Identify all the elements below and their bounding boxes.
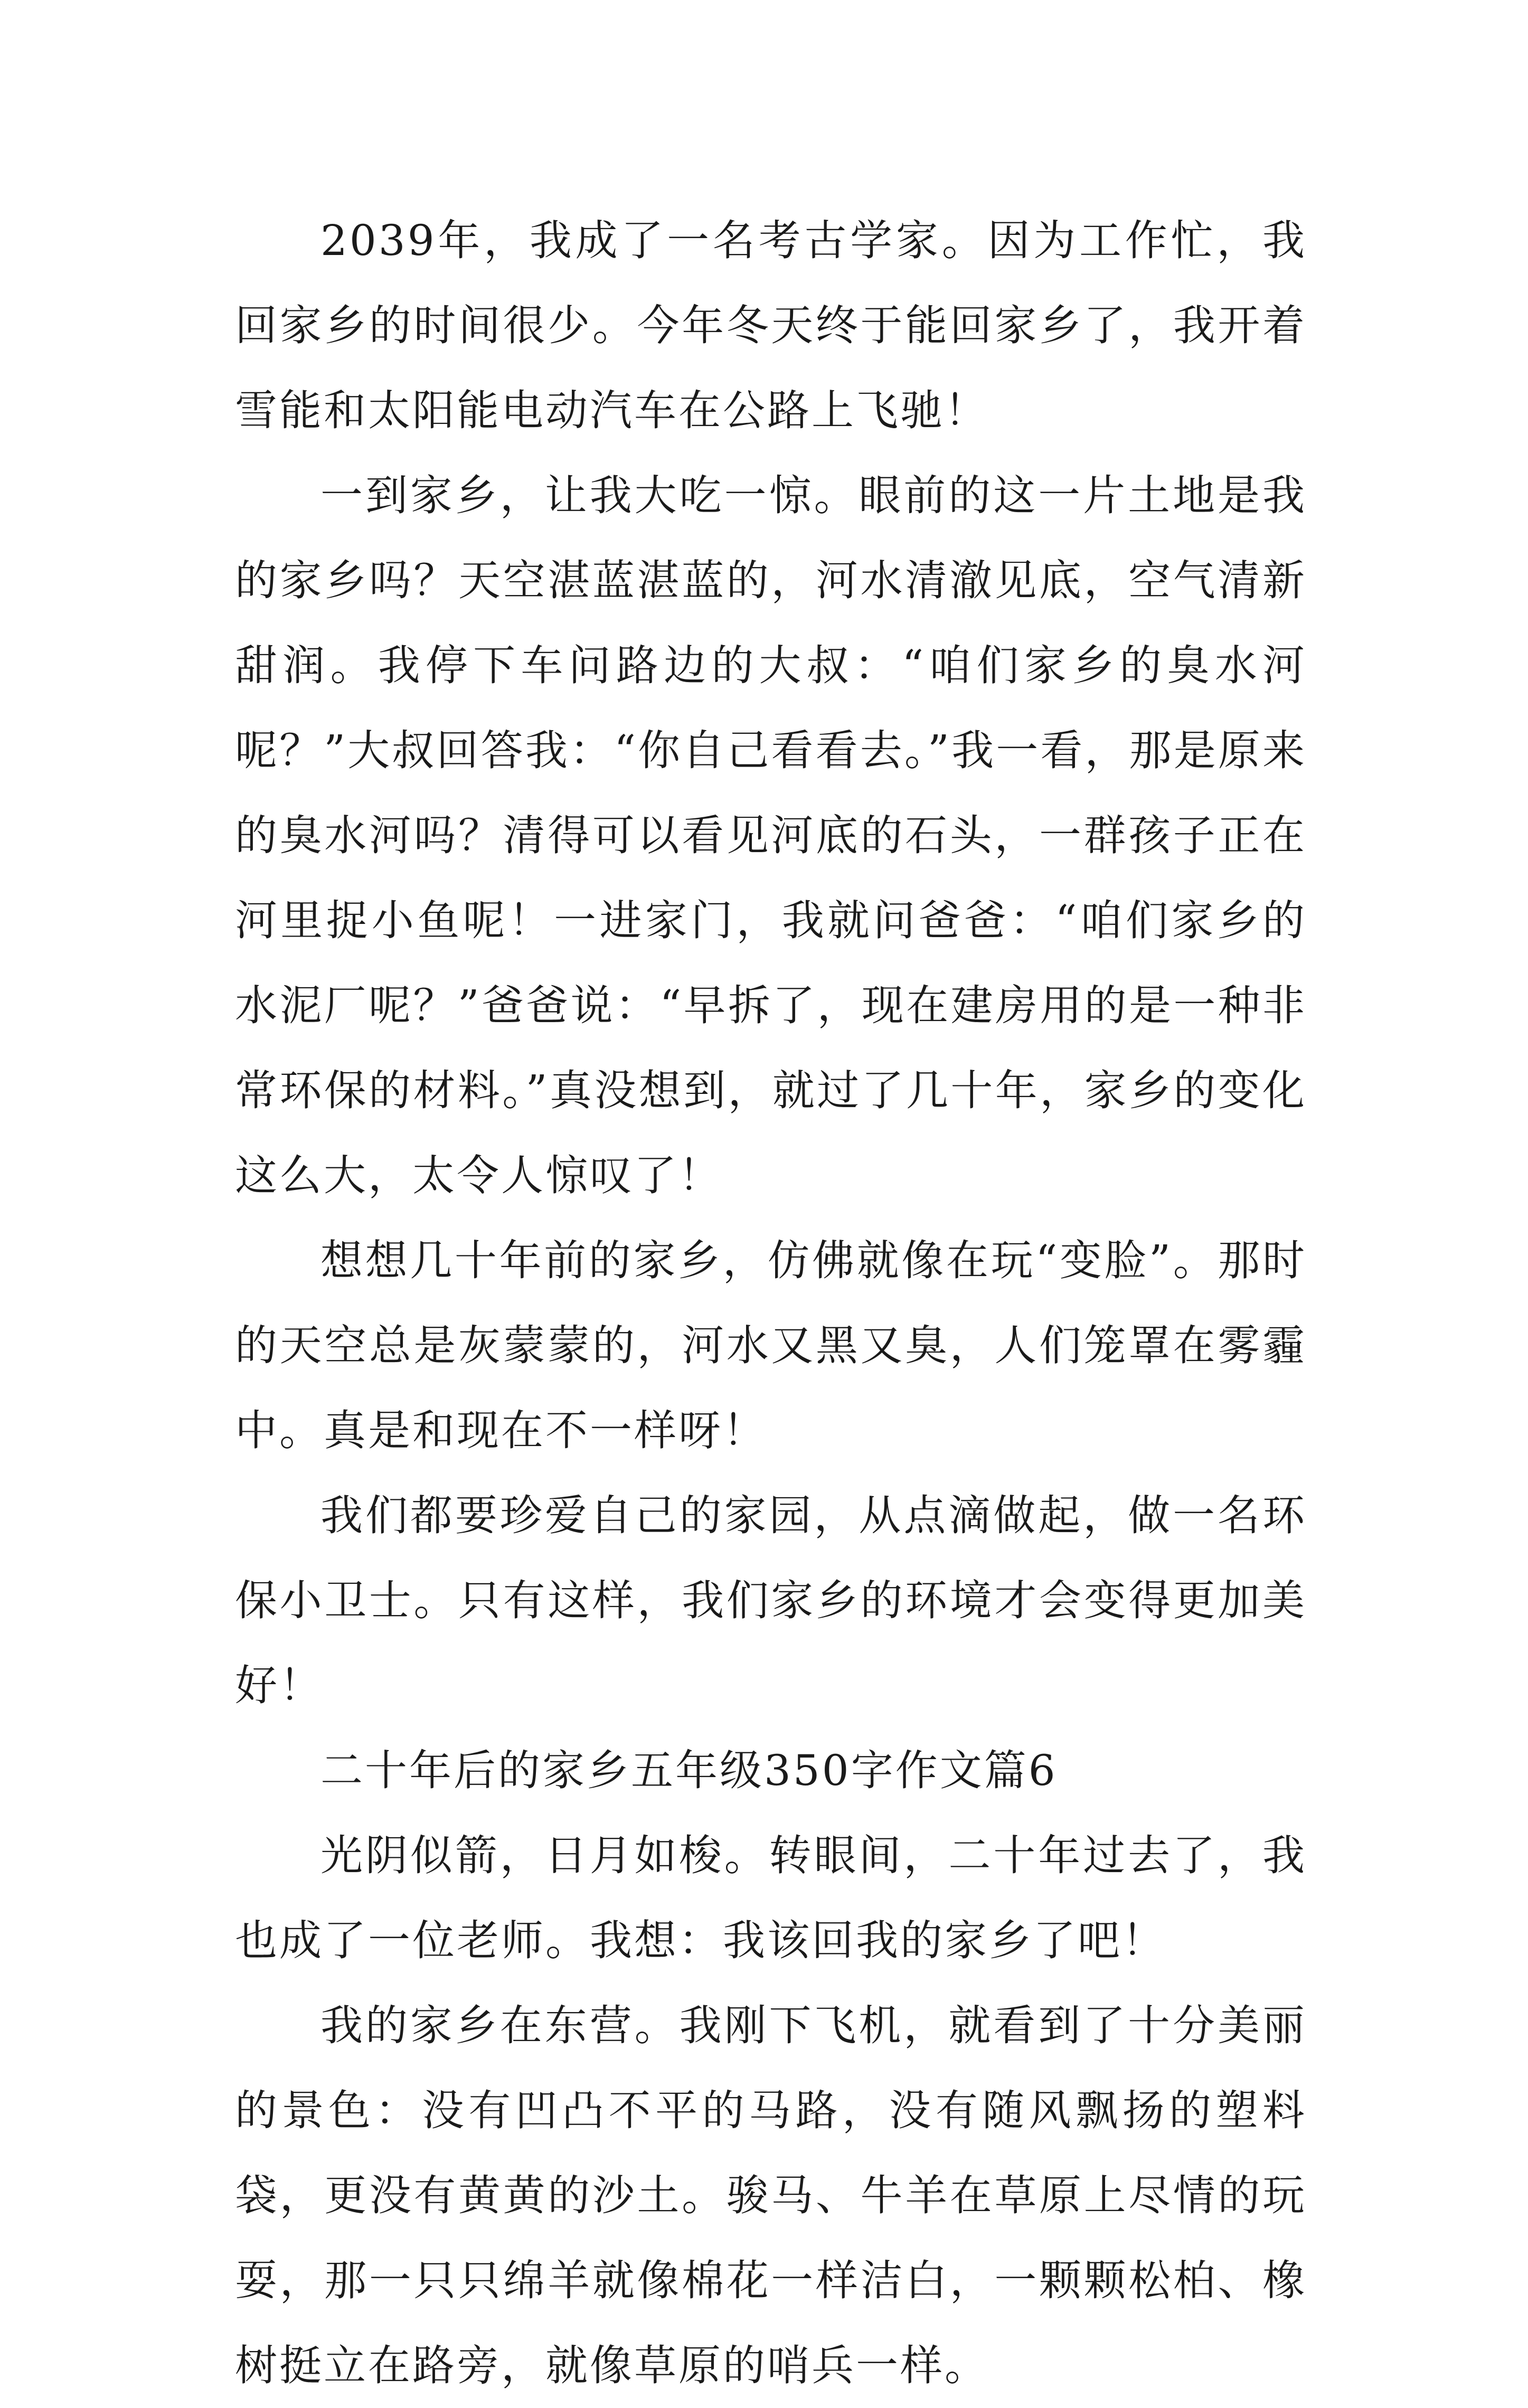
paragraph-1: 2039年，我成了一名考古学家。因为工作忙，我回家乡的时间很少。今年冬天终于能回家乡了，我开着雪能和太阳能电动汽车在公路上飞驰！ bbox=[235, 216, 1307, 435]
body-text bbox=[235, 198, 1307, 2408]
paragraph-2: 一到家乡，让我大吃一惊。眼前的这一片土地是我的家乡吗？天空湛蓝湛蓝的，河水清澈见底，空气清新甜润。我停下车问路边的大叔：“咱们家乡的臭水河呢？”大叔回答我：“你自己看看去。”我一看，那是原来的臭水河吗？清得可以看见河底的石头，一群孩子正在河里捉小鱼呢！一进家门，我就问爸爸：“咱们家乡的水泥厂呢？”爸爸说：“早拆了，现在建房用的是一种非常环保的材料。”真没想到，就过了几十年，家乡的变化这么大，太令人惊叹了！ bbox=[235, 471, 1307, 1200]
paragraph-6: 我的家乡在东营。我刚下飞机，就看到了十分美丽的景色：没有凹凸不平的马路，没有随风飘扬的塑料袋，更没有黄黄的沙土。骏马、牛羊在草原上尽情的玩耍，那一只只绵羊就像棉花一样洁白，一颗颗松柏、橡树挺立在路旁，就像草原的哨兵一样。 bbox=[235, 2001, 1307, 2390]
paragraph-4: 我们都要珍爱自己的家园，从点滴做起，做一名环保小卫士。只有这样，我们家乡的环境才会变得更加美好！ bbox=[235, 1491, 1307, 1710]
paragraph-5: 光阴似箭，日月如梭。转眼间，二十年过去了，我也成了一位老师。我想：我该回我的家乡了吧！ bbox=[235, 1831, 1307, 1965]
section-heading: 二十年后的家乡五年级350字作文篇6 bbox=[320, 1746, 1058, 1795]
paragraph-3: 想想几十年前的家乡，仿佛就像在玩“变脸”。那时的天空总是灰蒙蒙的，河水又黑又臭，人们笼罩在雾霾中。真是和现在不一样呀！ bbox=[235, 1236, 1307, 1455]
